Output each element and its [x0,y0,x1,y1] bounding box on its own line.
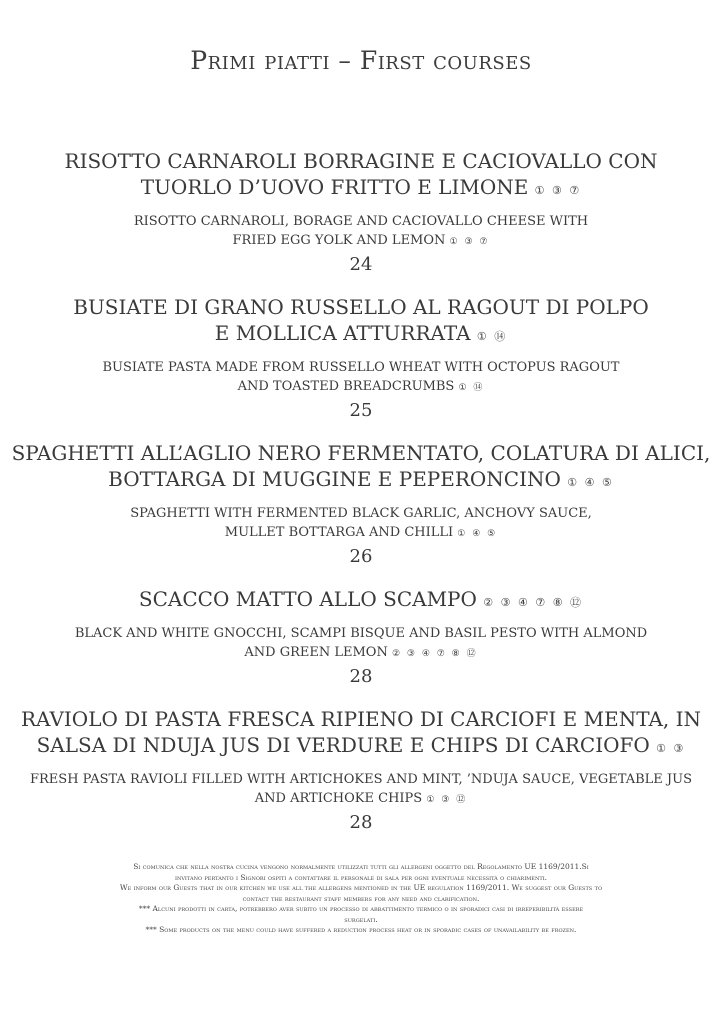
allergen-icons: ② ③ ④ ⑦ ⑧ ⑫ [391,649,478,659]
dish-description-line: FRESH PASTA RAVIOLI FILLED WITH ARTICHOKES AND MINT, ’NDUJA SAUCE, VEGETABLE JUS [29,772,693,787]
dish-description-line: AND ARTICHOKE CHIPS [254,791,423,806]
disclaimer-line: contact the restaurant staff members for any need and clarification. [242,893,480,903]
dish-name-line: RISOTTO CARNAROLI BORRAGINE E CACIOVALLO CON [64,149,658,173]
allergen-icons: ① ③ ⑦ [534,184,582,197]
dish-description [0,624,722,664]
dish-price: 28 [349,812,373,833]
allergen-icons: ① ④ ⑤ [567,476,614,489]
dish-name-line: BUSIATE DI GRANO RUSSELLO AL RAGOUT DI POLPO [73,295,649,319]
dish-description [0,504,722,544]
dish-name-line: E MOLLICA ATTURRATA [214,321,471,345]
dish-name [0,440,722,496]
dish-description-line: BLACK AND WHITE GNOCCHI, SCAMPI BISQUE AND BASIL PESTO WITH ALMOND [74,626,648,641]
allergen-icons: ① ③ ⑦ [449,237,490,247]
allergen-icons: ② ③ ④ ⑦ ⑧ ⑫ [483,596,584,609]
disclaimer-line: invitano pertanto i Signori ospiti a contattare il personale di sala per ogni eventuale necessità o chiarimenti. [174,872,548,882]
disclaimer-line: *** Alcuni prodotti in carta, potrebbero aver subito un processo di abbattimento termico o in sporadici casi di irreperibilità essere [138,904,584,913]
dish-name [0,294,722,350]
dish-name [0,586,722,616]
allergen-icons: ① ③ [656,742,686,755]
dish-item [0,148,722,294]
dish-description [0,212,722,252]
dish-name-line: RAVIOLO DI PASTA FRESCA RIPIENO DI CARCIOFI E MENTA, IN [20,707,702,731]
allergen-icons: ① ⑭ [458,383,485,393]
dish-description-line: MULLET BOTTARGA AND CHILLI [224,525,454,540]
allergen-disclaimer [30,862,692,936]
dish-name [0,706,722,762]
disclaimer-line: *** Some products on the menu could have suffered a reduction process heat or in sporadic cases of unavailability be frozen. [145,925,577,934]
dish-description [0,358,722,398]
disclaimer-line: surgelati. [344,914,378,924]
dish-item [0,586,722,706]
page-title: Primi piatti – First courses [190,46,532,75]
dish-name-line: SALSA DI NDUJA JUS DI VERDURE E CHIPS DI CARCIOFO [36,733,650,757]
dish-price: 28 [349,666,373,687]
dish-item [0,294,722,440]
dish-name-line: SPAGHETTI ALL’AGLIO NERO FERMENTATO, COLATURA DI ALICI, [11,441,711,465]
allergen-icons: ① ④ ⑤ [457,529,498,539]
dish-description-line: FRIED EGG YOLK AND LEMON [232,233,446,248]
dish-description-line: RISOTTO CARNAROLI, BORAGE AND CACIOVALLO CHEESE WITH [133,214,589,229]
dish-name-line: BOTTARGA DI MUGGINE E PEPERONCINO [108,467,561,491]
allergen-icons: ① ⑭ [476,330,508,343]
dish-name-line: TUORLO D’UOVO FRITTO E LIMONE [140,175,529,199]
dish-description-line: AND GREEN LEMON [244,645,388,660]
dish-description-line: AND TOASTED BREADCRUMBS [237,379,455,394]
dish-item [0,440,722,586]
dish-price: 25 [349,400,373,421]
dish-description-line: SPAGHETTI WITH FERMENTED BLACK GARLIC, ANCHOVY SAUCE, [130,506,592,521]
dish-price: 24 [349,254,373,275]
disclaimer-line: We inform our Guests that in our kitchen we use all the allergens mentioned in the UE regulation 1169/2011. We suggest our Guests to [119,883,603,892]
dish-description [0,770,722,810]
menu-list [0,148,722,834]
allergen-icons: ① ③ ⑫ [426,795,468,805]
disclaimer-line: Si comunica che nella nostra cucina vengono normalmente utilizzati tutti gli allergeni oggetto del Regolamento UE 1169/2011.Si [133,862,589,871]
dish-name-line: SCACCO MATTO ALLO SCAMPO [138,587,477,611]
dish-description-line: BUSIATE PASTA MADE FROM RUSSELLO WHEAT WITH OCTOPUS RAGOUT [102,360,620,375]
dish-item [0,706,722,834]
dish-name [0,148,722,204]
dish-price: 26 [349,546,373,567]
